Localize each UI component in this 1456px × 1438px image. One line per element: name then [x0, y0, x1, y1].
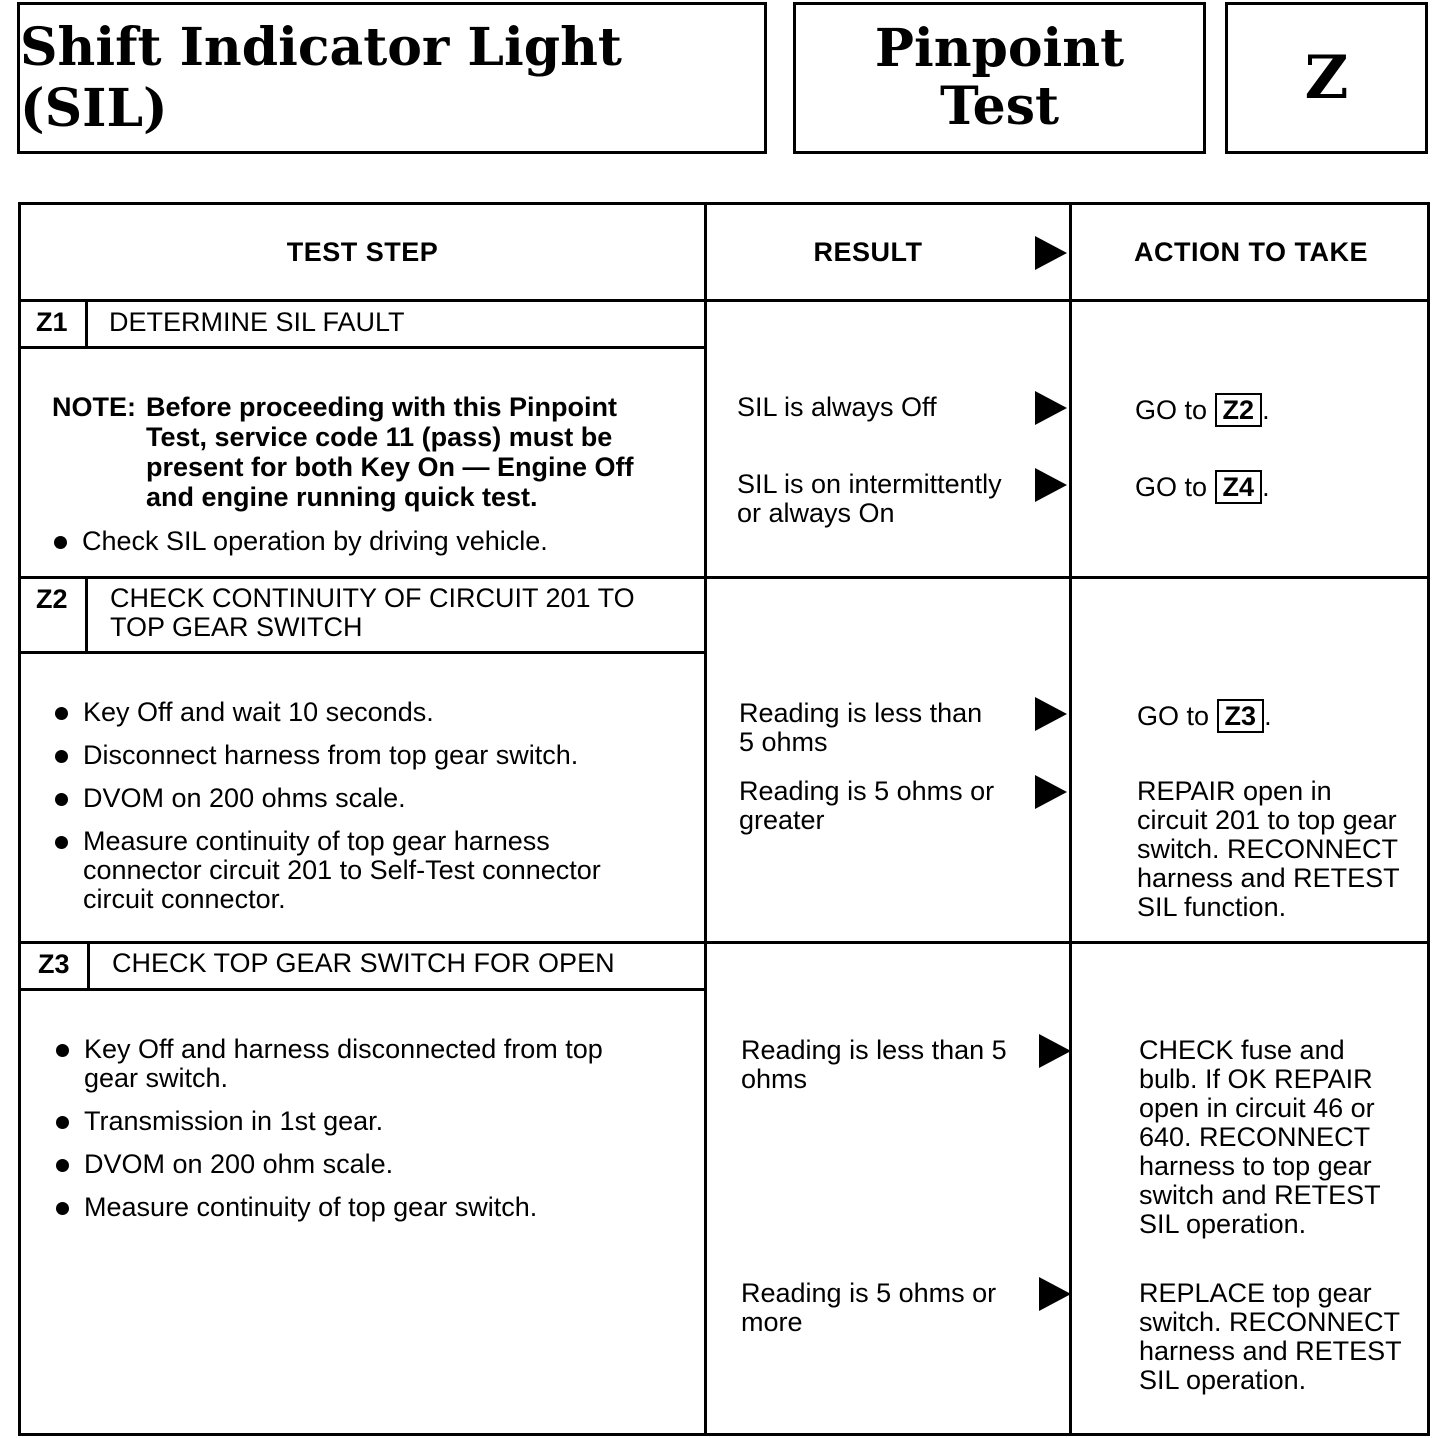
z3-action-2-line-2: switch. RECONNECT	[1139, 1307, 1401, 1337]
note-line-4: and engine running quick test.	[146, 482, 538, 512]
document-title-box	[17, 2, 767, 154]
z2-action-1-text: GO to	[1137, 701, 1210, 731]
z2-result-1-line-2: 5 ohms	[739, 727, 828, 757]
z3-action-1-line-6: switch and RETEST	[1139, 1180, 1381, 1210]
pinpoint-test-box	[793, 2, 1206, 154]
pinpoint-table	[18, 202, 1430, 1436]
z3-bullet-2: Transmission in 1st gear.	[54, 1107, 383, 1136]
z3-action-2-line-3: harness and RETEST	[1139, 1336, 1402, 1366]
z2-bullet-4-line-2: connector circuit 201 to Self-Test connector	[83, 855, 601, 885]
column-header-action: ACTION TO TAKE	[1134, 237, 1368, 267]
z1-action-1-text: GO to	[1135, 395, 1208, 425]
z1-result-1-arrow-icon	[1035, 391, 1067, 425]
step-title-z2-line-1: CHECK CONTINUITY OF CIRCUIT 201 TO	[110, 583, 635, 613]
z2-action-2-line-5: SIL function.	[1137, 892, 1287, 922]
z3-action-2-line-1: REPLACE top gear	[1139, 1278, 1372, 1308]
test-letter: Z	[1304, 43, 1349, 113]
z1-row-divider	[21, 576, 1430, 579]
test-letter-box	[1225, 2, 1428, 154]
z3-result-2-line-2: more	[741, 1307, 803, 1337]
z3-bullet-3: DVOM on 200 ohm scale.	[54, 1150, 393, 1179]
header-arrow-icon	[1035, 236, 1067, 270]
test-label: Test	[939, 76, 1060, 137]
z2-action-2-line-1: REPAIR open in	[1137, 776, 1332, 806]
z3-action-1-line-4: 640. RECONNECT	[1139, 1122, 1371, 1152]
step-id-z3: Z3	[38, 949, 70, 979]
z2-bullet-4-line-1: Measure continuity of top gear harness	[83, 826, 550, 856]
z2-result-2-arrow-icon	[1035, 775, 1067, 809]
z2-bullet-1: Key Off and wait 10 seconds.	[53, 698, 434, 727]
z2-result-2-line-1: Reading is 5 ohms or	[739, 776, 995, 806]
z2-action-2-line-2: circuit 201 to top gear	[1137, 805, 1397, 835]
z2-bullet-4-line-3: circuit connector.	[83, 884, 286, 914]
z1-action-2-ref: Z4	[1215, 470, 1263, 504]
step-id-z2: Z2	[36, 584, 68, 614]
z3-result-1-line-1: Reading is less than 5	[741, 1035, 1007, 1065]
step-title-z3: CHECK TOP GEAR SWITCH FOR OPEN	[112, 948, 615, 978]
step-title-divider-z2	[21, 651, 704, 654]
z3-action-2	[1139, 1279, 1402, 1395]
step-title-z2-line-2: TOP GEAR SWITCH	[110, 612, 363, 642]
z3-action-1-line-2: bulb. If OK REPAIR	[1139, 1064, 1373, 1094]
column-header-test-step: TEST STEP	[286, 237, 439, 267]
step-id-divider-z1	[85, 302, 88, 347]
note-label: NOTE:	[52, 392, 136, 422]
z1-result-2-line-2: or always On	[737, 498, 895, 528]
z3-result-1-line-2: ohms	[741, 1064, 808, 1094]
step-title-divider-z3	[21, 988, 704, 991]
z2-bullet-3: DVOM on 200 ohms scale.	[53, 784, 406, 813]
note-line-3: present for both Key On — Engine Off	[146, 452, 634, 482]
step-id-divider-z3	[87, 944, 90, 989]
z3-bullet-4: Measure continuity of top gear switch.	[54, 1193, 537, 1222]
note-line-1: Before proceeding with this Pinpoint	[146, 392, 618, 422]
z3-bullet-1	[54, 1035, 603, 1093]
z1-action-2: GO to Z4 .	[1135, 472, 1270, 502]
z3-action-1	[1139, 1036, 1381, 1239]
z3-bullet-1-line-1: Key Off and harness disconnected from top	[84, 1034, 603, 1064]
step-title-z1: DETERMINE SIL FAULT	[109, 307, 405, 337]
document-title: Shift Indicator Light (SIL)	[20, 17, 622, 139]
step-title-divider-z1	[21, 346, 704, 349]
z3-result-2-line-1: Reading is 5 ohms or	[741, 1278, 997, 1308]
z1-result-2-arrow-icon	[1035, 468, 1067, 502]
z2-result-2-line-2: greater	[739, 805, 825, 835]
z2-action-1: GO to Z3 .	[1137, 701, 1272, 731]
z1-action-2-text: GO to	[1135, 472, 1208, 502]
z3-action-1-line-5: harness to top gear	[1139, 1151, 1372, 1181]
z2-row-divider	[21, 941, 1430, 944]
z3-result-1-arrow-icon	[1039, 1034, 1071, 1068]
z3-action-2-line-4: SIL operation.	[1139, 1365, 1307, 1395]
pinpoint-label: Pinpoint	[874, 18, 1125, 79]
z1-result-1: SIL is always Off	[737, 392, 937, 422]
z2-action-2-line-3: switch. RECONNECT	[1137, 834, 1399, 864]
z1-bullet-1: Check SIL operation by driving vehicle.	[52, 527, 548, 556]
column-divider-2	[1069, 205, 1072, 1436]
z3-result-2-arrow-icon	[1039, 1277, 1071, 1311]
step-id-z1: Z1	[36, 307, 68, 337]
z3-action-1-line-1: CHECK fuse and	[1139, 1035, 1345, 1065]
step-id-divider-z2	[85, 579, 88, 652]
header-row-divider	[21, 299, 1430, 302]
z2-result-1-arrow-icon	[1035, 697, 1067, 731]
z1-action-1: GO to Z2 .	[1135, 395, 1270, 425]
z3-bullet-1-line-2: gear switch.	[84, 1063, 229, 1093]
z2-result-1-line-1: Reading is less than	[739, 698, 983, 728]
z3-action-1-line-3: open in circuit 46 or	[1139, 1093, 1375, 1123]
z2-bullet-4	[53, 827, 601, 914]
z2-action-1-ref: Z3	[1217, 699, 1265, 733]
column-header-result: RESULT	[813, 237, 923, 267]
note-line-2: Test, service code 11 (pass) must be	[146, 422, 613, 452]
z3-action-1-line-7: SIL operation.	[1139, 1209, 1307, 1239]
z2-bullet-2: Disconnect harness from top gear switch.	[53, 741, 578, 770]
z1-result-2-line-1: SIL is on intermittently	[737, 469, 1002, 499]
z2-action-2-line-4: harness and RETEST	[1137, 863, 1400, 893]
column-divider-1	[704, 205, 707, 1436]
z2-action-2	[1137, 777, 1400, 922]
z1-action-1-ref: Z2	[1215, 393, 1263, 427]
